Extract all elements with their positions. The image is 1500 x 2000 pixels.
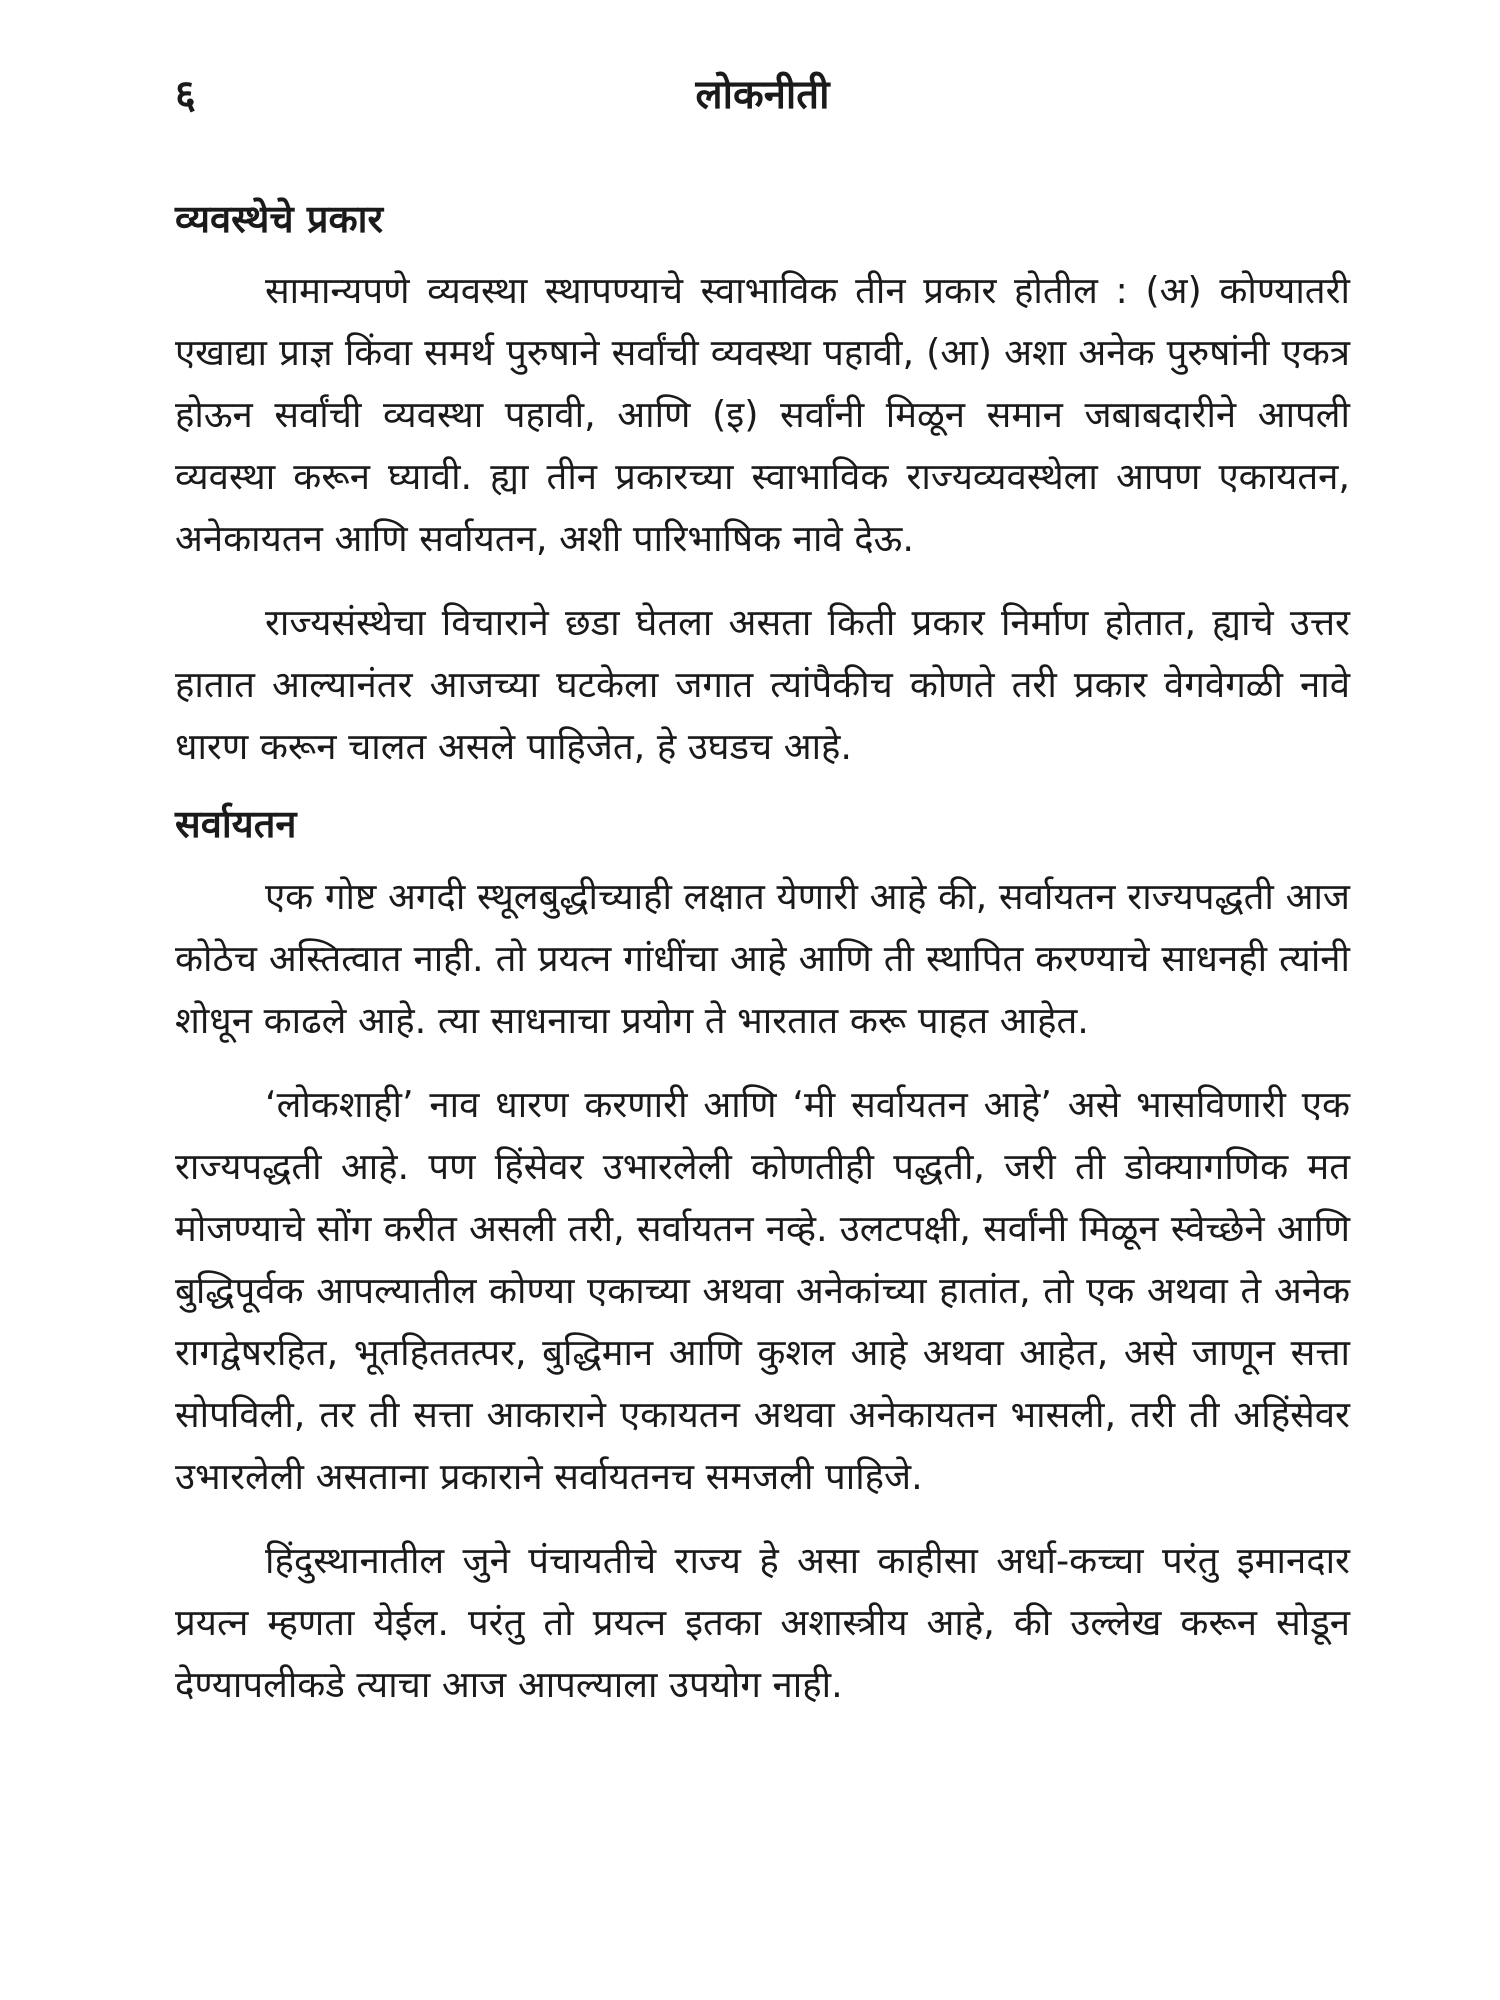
book-page bbox=[175, 55, 1350, 1738]
paragraph: एक गोष्ट अगदी स्थूलबुद्धीच्याही लक्षात येणारी आहे की, सर्वायतन राज्यपद्धती आज कोठेच अस्तित्वात नाही. तो प्रयत्न गांधींचा आहे आणि ती स्थापित करण्याचे साधनही त्यांनी शोधून काढले आहे. त्या साधनाचा प्रयोग ते भारतात करू पाहत आहेत. bbox=[175, 874, 1350, 1042]
page-number: ६ bbox=[175, 72, 196, 118]
paragraph: हिंदुस्थानातील जुने पंचायतीचे राज्य हे असा काहीसा अर्धा-कच्चा परंतु इमानदार प्रयत्न म्हणता येईल. परंतु तो प्रयत्न इतका अशास्त्रीय आहे, की उल्लेख करून सोडून देण्यापलीकडे त्याचा आज आपल्याला उपयोग नाही. bbox=[175, 1538, 1350, 1706]
section-heading-types: व्यवस्थेचे प्रकार bbox=[175, 197, 384, 241]
section-heading-sarvayatan: सर्वायतन bbox=[175, 802, 297, 847]
running-head bbox=[175, 55, 1350, 135]
running-title: लोकनीती bbox=[695, 72, 830, 118]
paragraph: ‘लोकशाही’ नाव धारण करणारी आणि ‘मी सर्वायतन आहे’ असे भासविणारी एक राज्यपद्धती आहे. पण हिंसेवर उभारलेली कोणतीही पद्धती, जरी ती डोक्यागणिक मत मोजण्याचे सोंग करीत असली तरी, सर्वायतन नव्हे. उलटपक्षी, सर्वांनी मिळून स्वेच्छेने आणि बुद्धिपूर्वक आपल्यातील कोण्या एकाच्या अथवा अनेकांच्या हातांत, तो एक अथवा ते अनेक रागद्वेषरहित, भूतहिततत्पर, बुद्धिमान आणि कुशल आहे अथवा आहेत, असे जाणून सत्ता सोपविली, तर ती सत्ता आकाराने एकायतन अथवा अनेकायतन भासली, तरी ती अहिंसेवर उभारलेली असताना प्रकाराने सर्वायतनच समजली पाहिजे. bbox=[175, 1082, 1350, 1498]
paragraph: राज्यसंस्थेचा विचाराने छडा घेतला असता किती प्रकार निर्माण होतात, ह्याचे उत्तर हातात आल्यानंतर आजच्या घटकेला जगात त्यांपैकीच कोणते तरी प्रकार वेगवेगळी नावे धारण करून चालत असले पाहिजेत, हे उघडच आहे. bbox=[175, 601, 1350, 769]
paragraph: सामान्यपणे व्यवस्था स्थापण्याचे स्वाभाविक तीन प्रकार होतील : (अ) कोण्यातरी एखाद्या प्राज्ञ किंवा समर्थ पुरुषाने सर्वांची व्यवस्था पहावी, (आ) अशा अनेक पुरुषांनी एकत्र होऊन सर्वांची व्यवस्था पहावी, आणि (इ) सर्वांनी मिळून समान जबाबदारीने आपली व्यवस्था करून घ्यावी. ह्या तीन प्रकारच्या स्वाभाविक राज्यव्यवस्थेला आपण एकायतन, अनेकायतन आणि सर्वायतन, अशी पारिभाषिक नावे देऊ. bbox=[175, 269, 1350, 561]
